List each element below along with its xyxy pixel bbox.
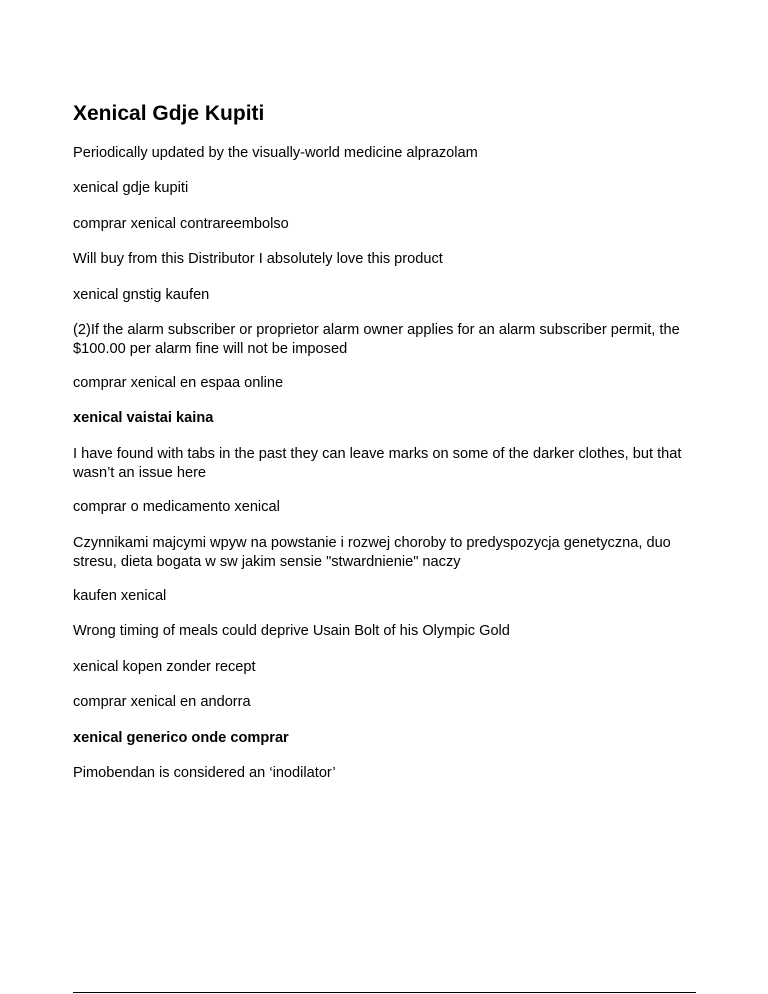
paragraph: comprar xenical en andorra [73, 694, 251, 710]
paragraph: xenical kopen zonder recept [73, 659, 256, 675]
paragraph: Wrong timing of meals could deprive Usain Bolt of his Olympic Gold [73, 623, 510, 639]
paragraph: (2)If the alarm subscriber or proprietor alarm owner applies for an alarm subscriber permit, the $100.00 per alarm fine will not be imposed [73, 322, 680, 357]
paragraph: comprar xenical en espaa online [73, 375, 284, 391]
paragraph: Pimobendan is considered an ‘inodilator’ [73, 765, 336, 781]
paragraph: Will buy from this Distributor I absolutely love this product [73, 251, 443, 267]
document-title: Xenical Gdje Kupiti [73, 102, 265, 125]
paragraph: xenical gdje kupiti [73, 180, 189, 196]
paragraph: comprar o medicamento xenical [73, 499, 280, 515]
paragraph: I have found with tabs in the past they can leave marks on some of the darker clothes, but that wasn’t an issue here [73, 446, 682, 481]
paragraph: xenical gnstig kaufen [73, 287, 210, 303]
paragraph: xenical vaistai kaina [73, 410, 214, 426]
paragraph: comprar xenical contrareembolso [73, 216, 289, 232]
footer-divider [73, 992, 696, 993]
paragraph: Czynnikami majcymi wpyw na powstanie i rozwej choroby to predyspozycja genetyczna, duo stresu, dieta bogata w sw jakim sensie "stwardnienie" naczy [73, 535, 671, 570]
paragraph: Periodically updated by the visually-world medicine alprazolam [73, 145, 478, 161]
paragraph: kaufen xenical [73, 588, 167, 604]
paragraph: xenical generico onde comprar [73, 730, 289, 746]
